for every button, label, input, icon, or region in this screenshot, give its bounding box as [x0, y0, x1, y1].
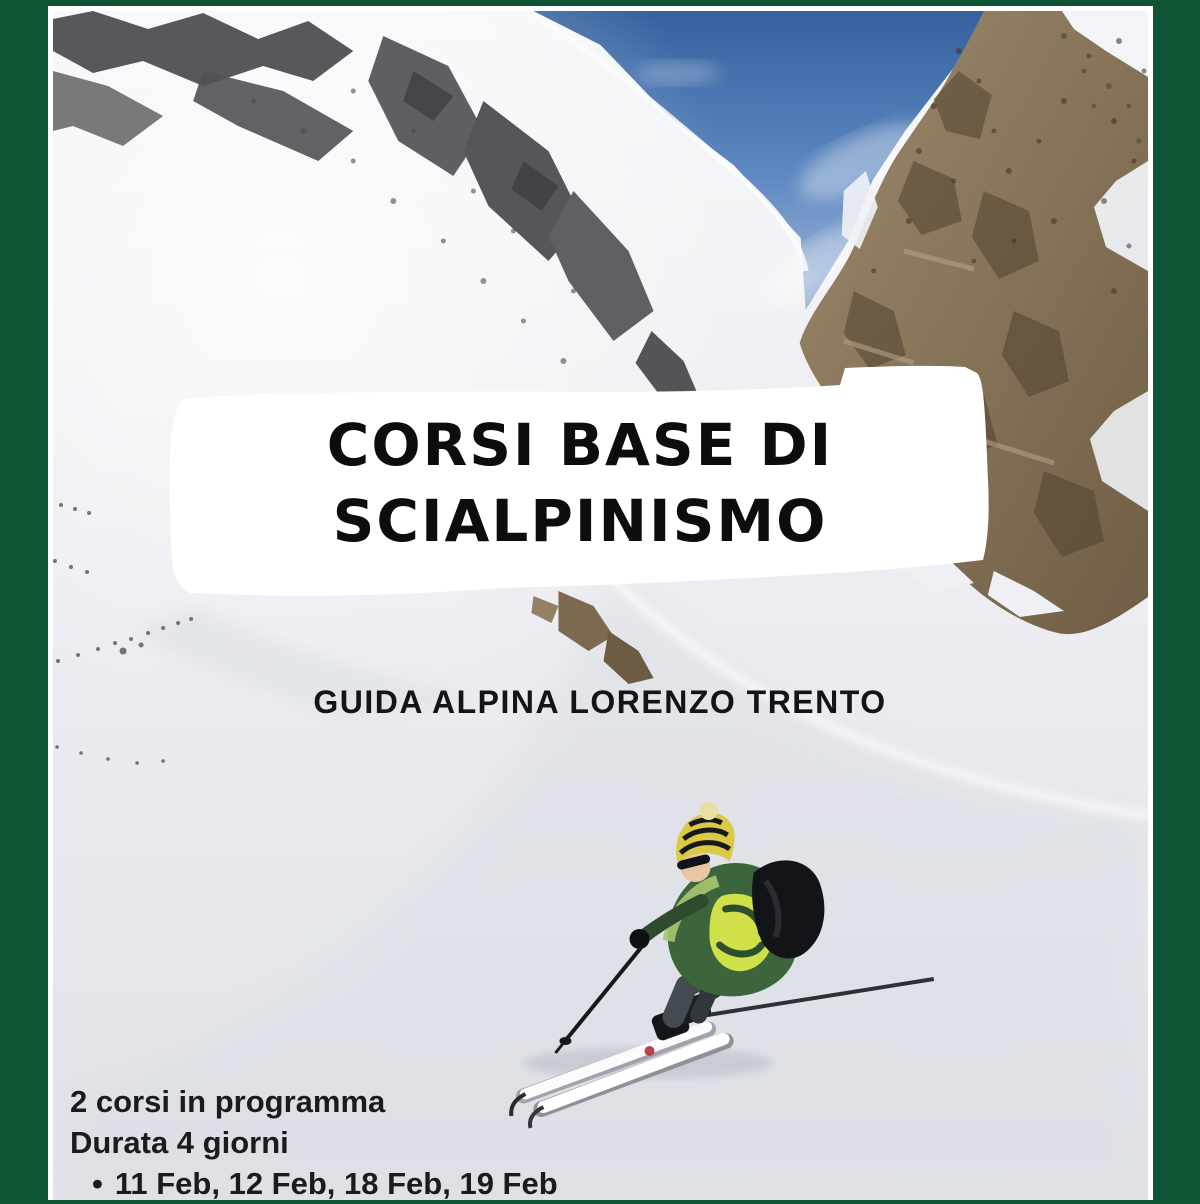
- detail-dates: 11 Feb, 12 Feb, 18 Feb, 19 Feb: [114, 1166, 558, 1201]
- pompom: [700, 802, 718, 820]
- poster-title: [165, 360, 995, 605]
- glove: [630, 929, 650, 949]
- detail-line-1: 2 corsi in programma: [70, 1084, 386, 1119]
- bullet-dot: •: [92, 1166, 103, 1201]
- poster-subtitle: GUIDA ALPINA LORENZO TRENTO: [313, 684, 887, 720]
- ski-binding: [645, 1046, 655, 1056]
- course-details: [70, 1081, 558, 1204]
- sunglasses: [682, 859, 706, 865]
- detail-bullet-row: [70, 1163, 558, 1204]
- mountain-scene: [53, 11, 1148, 1200]
- title-line-1: CORSI BASE DI: [326, 410, 834, 479]
- detail-line-2: Durata 4 giorni: [70, 1125, 289, 1160]
- title-line-2: SCIALPINISMO: [332, 486, 828, 555]
